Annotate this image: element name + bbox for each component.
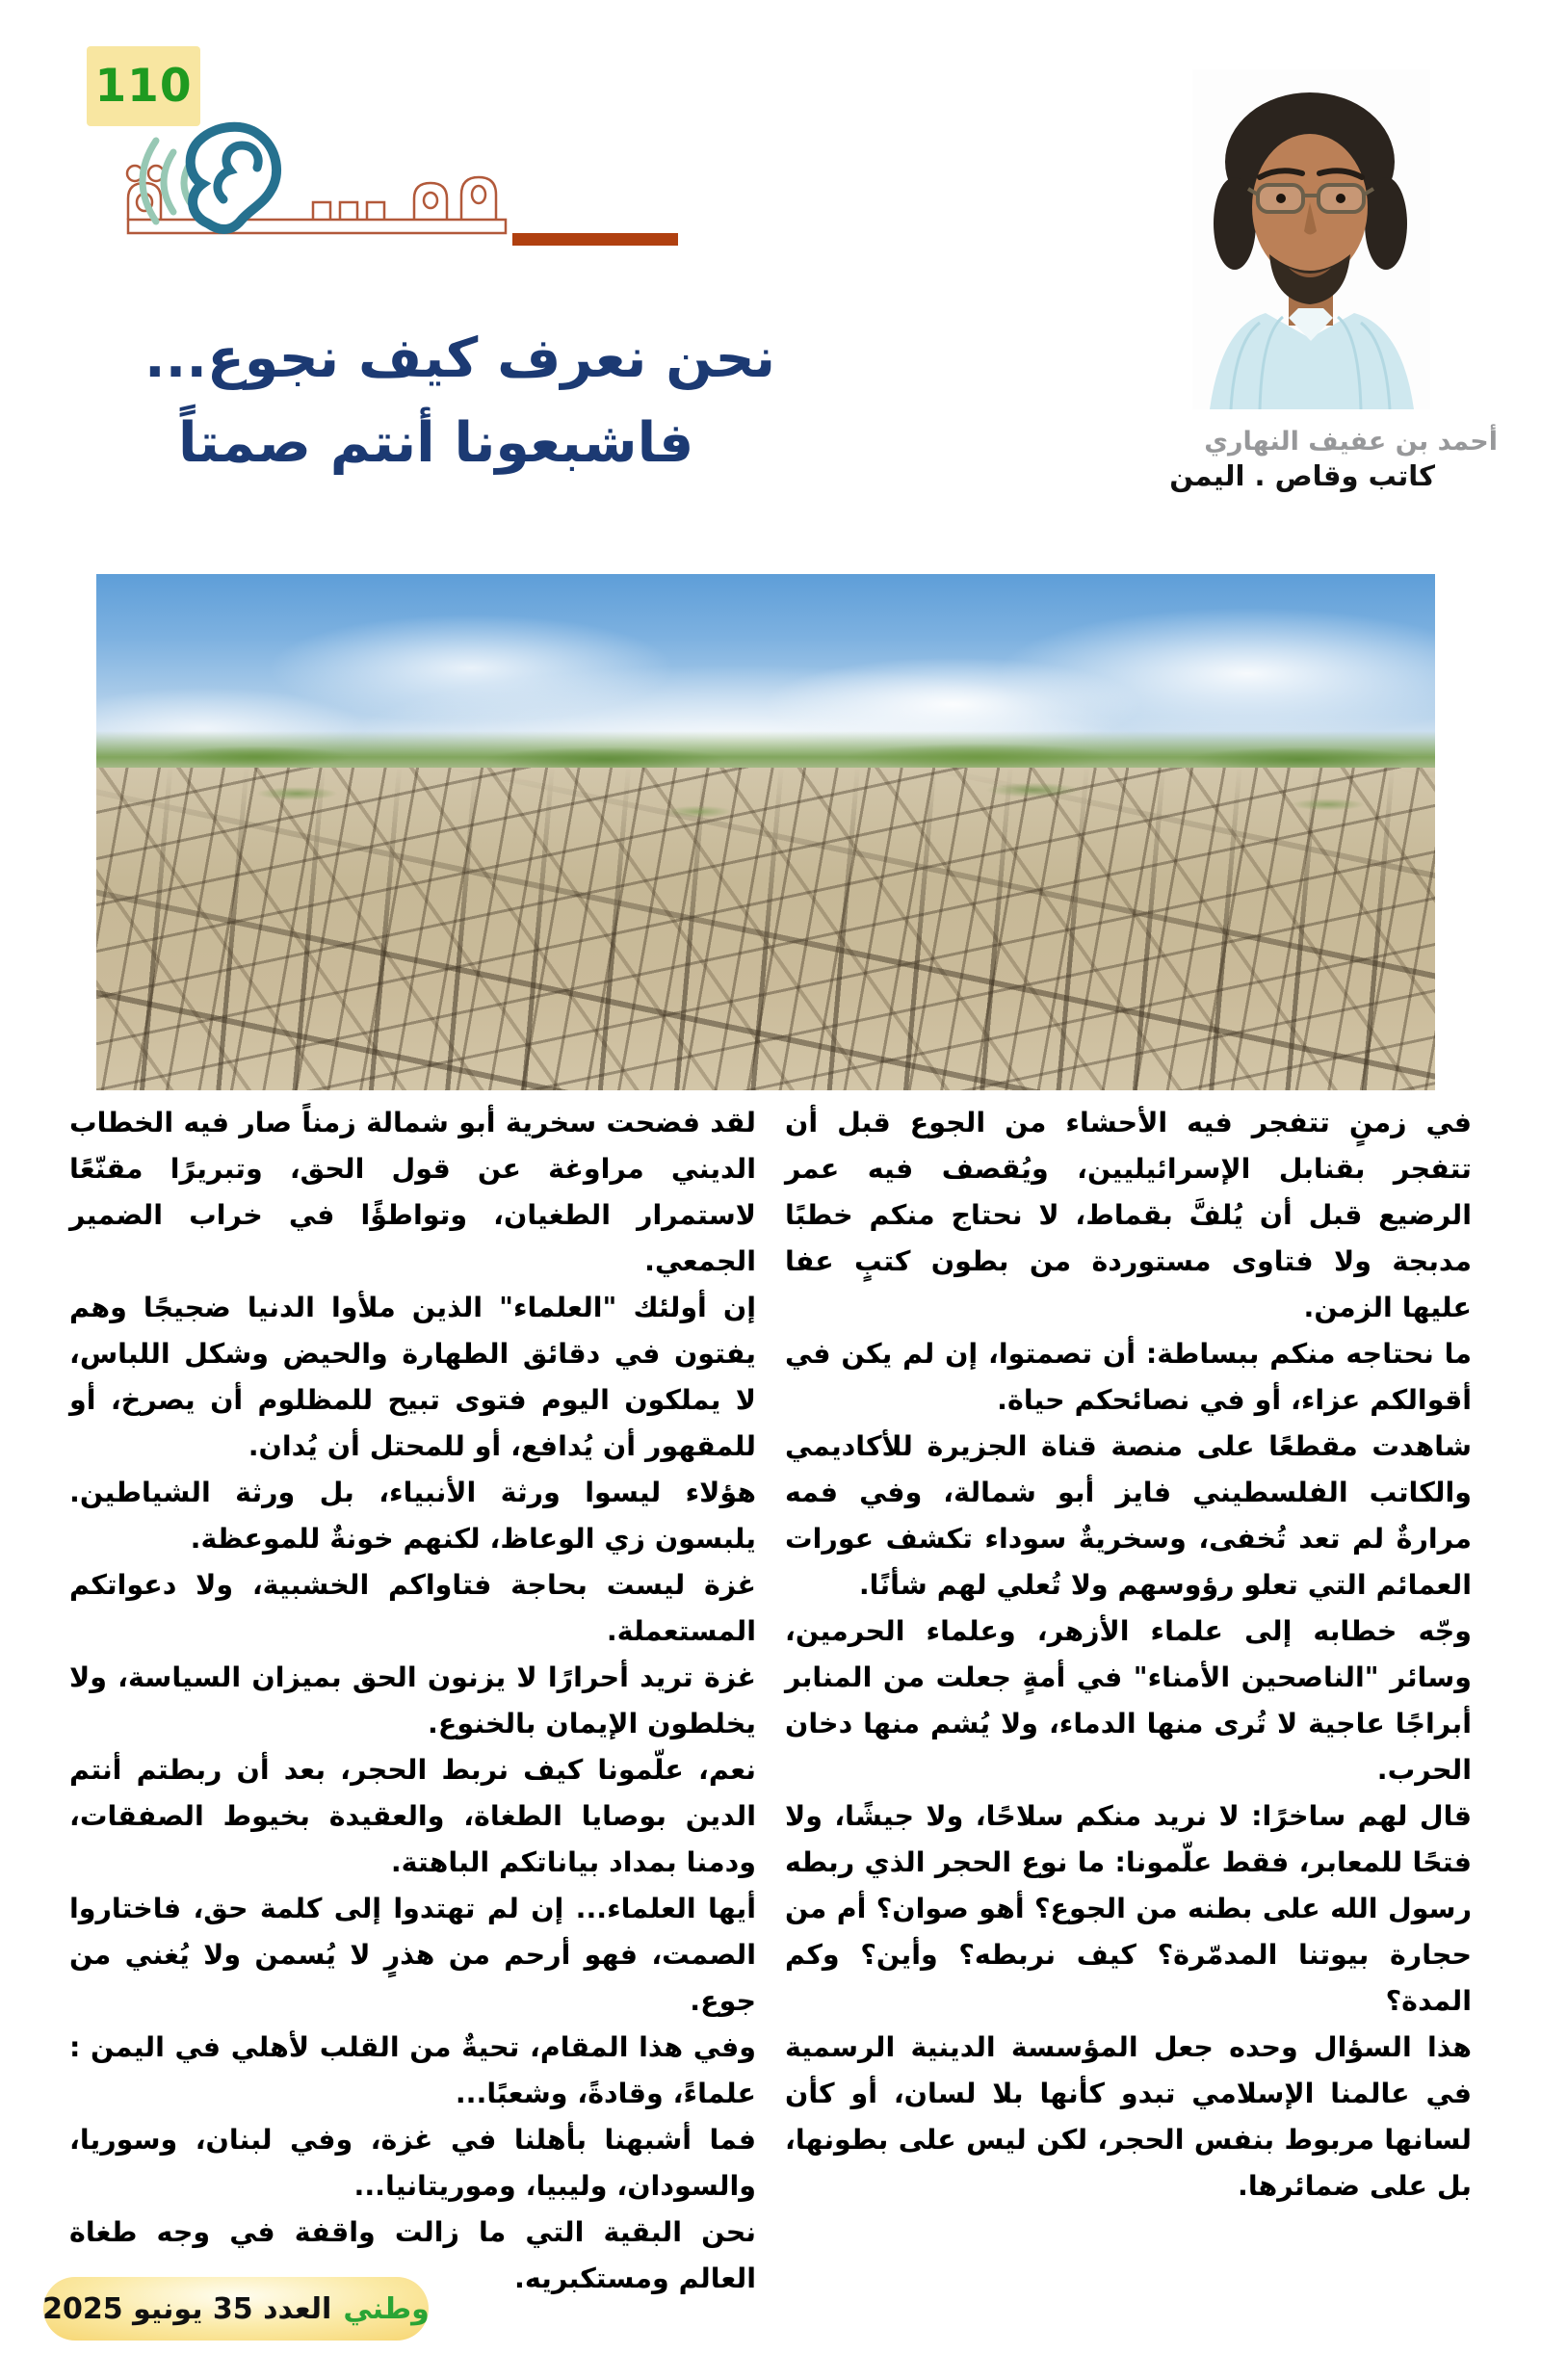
article-column-left: [69, 1100, 756, 2302]
footer-issue-pill: [43, 2277, 429, 2341]
article-paragraph: وفي هذا المقام، تحيةٌ من القلب لأهلي في اليمن : علماءً، وقادةً، وشعبًا...: [69, 2031, 756, 2109]
article-paragraph: غزة تريد أحرارًا لا يزنون الحق بميزان السياسة، ولا يخلطون الإيمان بالخنوع.: [69, 1661, 756, 1739]
footer-brand: وطني: [343, 2291, 430, 2326]
article-title-line1: نحن نعرف كيف نجوع...: [144, 327, 775, 390]
article-paragraph: أيها العلماء... إن لم تهتدوا إلى كلمة حق، فاختاروا الصمت، فهو أرحم من هذرٍ لا يُسمن ولا يُغني من جوع.: [69, 1893, 756, 2017]
article-paragraph: فما أشبهنا بأهلنا في غزة، وفي لبنان، وسوريا، والسودان، وليبيا، وموريتانيا...: [69, 2124, 756, 2202]
masthead-rule: [512, 233, 678, 246]
author-role: كاتب وقاص . اليمن: [1169, 459, 1435, 492]
author-name: أحمد بن عفيف النهاري: [1204, 427, 1498, 457]
article-paragraph: إن أولئك "العلماء" الذين ملأوا الدنيا ضجيجًا وهم يفتون في دقائق الطهارة والحيض وشكل اللباس، لا يملكون اليوم فتوى تبيح للمظلوم أن يصرخ، أو للمقهور أن يُدافع، أو للمحتل أن يُدان.: [69, 1292, 756, 1462]
article-paragraph: هذا السؤال وحده جعل المؤسسة الدينية الرسمية في عالمنا الإسلامي تبدو كأنها بلا لسان، أو كأن لسانها مربوط بنفس الحجر، لكن ليس على بطونها، بل على ضمائرها.: [785, 2031, 1472, 2202]
article-paragraph: وجّه خطابه إلى علماء الأزهر، وعلماء الحرمين، وسائر "الناصحين الأمناء" في أمةٍ جعلت من المنابر أبراجًا عاجية لا تُرى منها الدماء، ولا يُشم منها دخان الحرب.: [785, 1615, 1472, 1786]
article-title-line2: فاشبعونا أنتم صمتاً: [178, 411, 694, 476]
article-title: [144, 316, 775, 486]
photo-sky: [96, 574, 1435, 755]
photo-grass-tufts: [96, 765, 1435, 837]
article-paragraph: لقد فضحت سخرية أبو شمالة زمناً صار فيه الخطاب الديني مراوغة عن قول الحق، وتبريرًا مقنّعًا لاستمرار الطغيان، وتواطؤًا في خراب الضمير الجمعي.: [69, 1107, 756, 1277]
article-paragraph: هؤلاء ليسوا ورثة الأنبياء، بل ورثة الشياطين. يلبسون زي الوعاظ، لكنهم خونةٌ للموعظة.: [69, 1477, 756, 1555]
article-paragraph: غزة ليست بحاجة فتاواكم الخشبية، ولا دعواتكم المستعملة.: [69, 1569, 756, 1647]
article-paragraph: شاهدت مقطعًا على منصة قناة الجزيرة للأكاديمي والكاتب الفلسطيني فايز أبو شمالة، وفي فمه مرارةٌ لم تعد تُخفى، وسخريةٌ سوداء تكشف عورات العمائم التي تعلو رؤوسهم ولا تُعلي لهم شأنًا.: [785, 1430, 1472, 1601]
footer-issue-text: العدد 35 يونيو 2025: [42, 2291, 332, 2326]
hamsa-logo: [82, 85, 515, 248]
article-column-right: [785, 1100, 1472, 2210]
article-paragraph: ما نحتاجه منكم ببساطة: أن تصمتوا، إن لم يكن في أقوالكم عزاء، أو في نصائحكم حياة.: [785, 1338, 1472, 1416]
page-number: 110: [94, 60, 193, 113]
article-paragraph: في زمنٍ تتفجر فيه الأحشاء من الجوع قبل أن تتفجر بقنابل الإسرائيليين، ويُقصف فيه عمر الرضيع قبل أن يُلفَّ بقماط، لا نحتاج منكم خطبًا مدبجة ولا فتاوى مستوردة من بطون كتبٍ عفا عليها الزمن.: [785, 1107, 1472, 1323]
sound-waves-icon: [143, 141, 190, 222]
article-paragraph: قال لهم ساخرًا: لا نريد منكم سلاحًا، ولا جيشًا، ولا فتحًا للمعابر، فقط علّمونا: ما نوع الحجر الذي ربطه رسول الله على بطنه من الجوع؟ أهو صوان؟ أم من حجارة بيوتنا المدمّرة؟ كيف نربطه؟ وأين؟ وكم المدة؟: [785, 1800, 1472, 2017]
author-photo: [1192, 69, 1430, 409]
article-body: [69, 1100, 1472, 2302]
article-photo-cracked-earth: [96, 574, 1435, 1090]
ear-icon: [191, 127, 276, 229]
article-paragraph: نحن البقية التي ما زالت واقفة في وجه طغاة العالم ومستكبريه.: [69, 2216, 756, 2294]
article-paragraph: نعم، علّمونا كيف نربط الحجر، بعد أن ربطتم أنتم الدين بوصايا الطغاة، والعقيدة بخيوط الصفقات، ودمنا بمداد بياناتكم الباهتة.: [69, 1754, 756, 1878]
